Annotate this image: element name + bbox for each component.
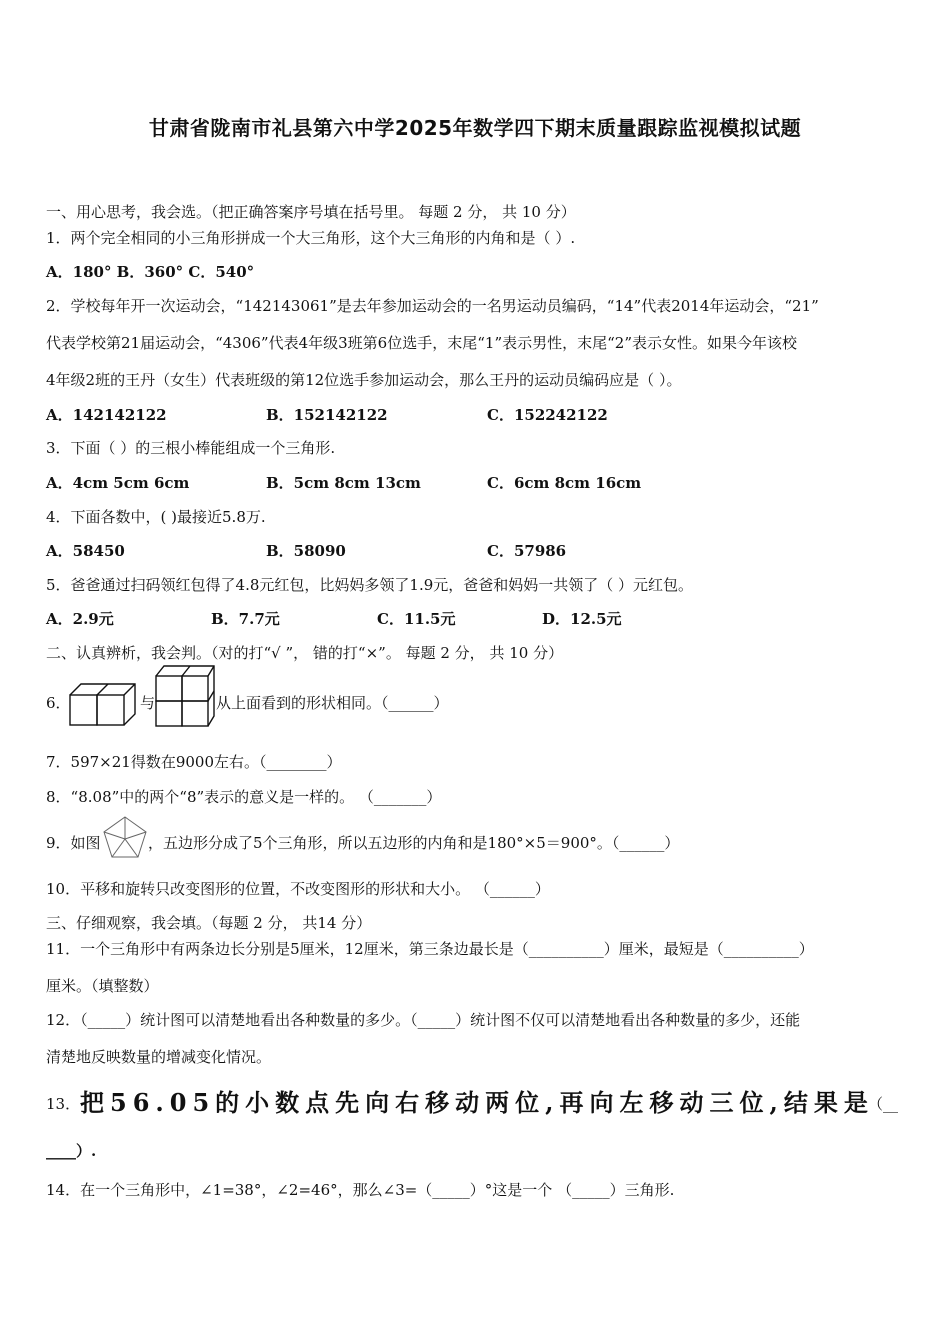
question-13: 把56.05的小数点先向右移动两位,再向左移动三位,结果是 xyxy=(80,1088,874,1117)
question-10: 10．平移和旋转只改变图形的位置，不改变图形的形状和大小。 （______） xyxy=(46,880,550,898)
question-12-line-2: 清楚地反映数量的增减变化情况。 xyxy=(46,1048,272,1066)
question-13-number: 13． xyxy=(46,1095,81,1113)
two-cubes-figure xyxy=(68,682,140,728)
question-9: ，五边形分成了5个三角形，所以五边形的内角和是180°×5＝900°。（______） xyxy=(148,834,680,852)
question-13-line-2: ____）. xyxy=(46,1142,97,1160)
question-7: 7．597×21得数在9000左右。（________） xyxy=(46,753,342,771)
question-2-option-c: C．152242122 xyxy=(487,406,608,424)
question-3-option-b: B．5cm 8cm 13cm xyxy=(266,474,421,492)
question-2-option-a: A．142142122 xyxy=(46,406,167,424)
question-1-options: A．180° B．360° C．540° xyxy=(46,263,255,281)
question-9-number: 9．如图 xyxy=(46,834,101,852)
question-6-number: 6． xyxy=(46,694,71,712)
question-3-option-a: A．4cm 5cm 6cm xyxy=(46,474,190,492)
question-4: 4．下面各数中，( )最接近5.8万. xyxy=(46,508,266,526)
question-5-option-b: B．7.7元 xyxy=(211,610,280,628)
question-2-option-b: B．152142122 xyxy=(266,406,388,424)
question-11-line-2: 厘米。（填整数） xyxy=(46,977,159,995)
page-title: 甘肃省陇南市礼县第六中学2025年数学四下期末质量跟踪监视模拟试题 xyxy=(148,116,802,140)
question-14: 14．在一个三角形中，∠1=38°，∠2=46°，那么∠3=（_____）°这是一个 （_____）三角形. xyxy=(46,1181,675,1199)
section-1-header: 一、用心思考，我会选。（把正确答案序号填在括号里。 每题 2 分， 共 10 分） xyxy=(46,203,576,221)
question-4-option-c: C．57986 xyxy=(487,542,567,560)
question-2-line-3: 4年级2班的王丹（女生）代表班级的第12位选手参加运动会，那么王丹的运动员编码应是（ ）。 xyxy=(46,371,682,389)
section-3-header: 三、仔细观察，我会填。（每题 2 分， 共14 分） xyxy=(46,914,372,932)
question-2-line-2: 代表学校第21届运动会，“4306”代表4年级3班第6位选手，末尾“1”表示男性，末尾“2”表示女性。如果今年该校 xyxy=(46,334,797,352)
question-4-option-b: B．58090 xyxy=(266,542,346,560)
question-5-option-c: C．11.5元 xyxy=(377,610,456,628)
question-2-line-1: 2．学校每年开一次运动会，“142143061”是去年参加运动会的一名男运动员编码，“14”代表2014年运动会，“21” xyxy=(46,297,819,315)
question-4-option-a: A．58450 xyxy=(46,542,125,560)
question-13-tail: （__ xyxy=(868,1095,899,1113)
question-5-option-a: A．2.9元 xyxy=(46,610,114,628)
question-1: 1．两个完全相同的小三角形拼成一个大三角形，这个大三角形的内角和是（ ）. xyxy=(46,229,576,247)
question-5: 5．爸爸通过扫码领红包得了4.8元红包，比妈妈多领了1.9元，爸爸和妈妈一共领了（ ）元红包。 xyxy=(46,576,694,594)
question-8: 8．“8.08”中的两个“8”表示的意义是一样的。 （_______） xyxy=(46,788,442,806)
pentagon-figure xyxy=(102,815,148,859)
question-12-line-1: 12．（_____）统计图可以清楚地看出各种数量的多少。（_____）统计图不仅可以清楚地看出各种数量的多少，还能 xyxy=(46,1011,801,1029)
four-cubes-figure xyxy=(154,664,216,728)
question-6-mid: 与 xyxy=(140,694,156,712)
question-6: 从上面看到的形状相同。（______） xyxy=(216,694,449,712)
question-11-line-1: 11．一个三角形中有两条边长分别是5厘米，12厘米，第三条边最长是（__________）厘米，最短是（__________） xyxy=(46,940,814,958)
section-2-header: 二、认真辨析，我会判。（对的打“√ ”， 错的打“×”。 每题 2 分， 共 10 分） xyxy=(46,644,564,662)
question-3: 3．下面（ ）的三根小棒能组成一个三角形. xyxy=(46,439,336,457)
question-5-option-d: D．12.5元 xyxy=(542,610,622,628)
question-3-option-c: C．6cm 8cm 16cm xyxy=(487,474,642,492)
